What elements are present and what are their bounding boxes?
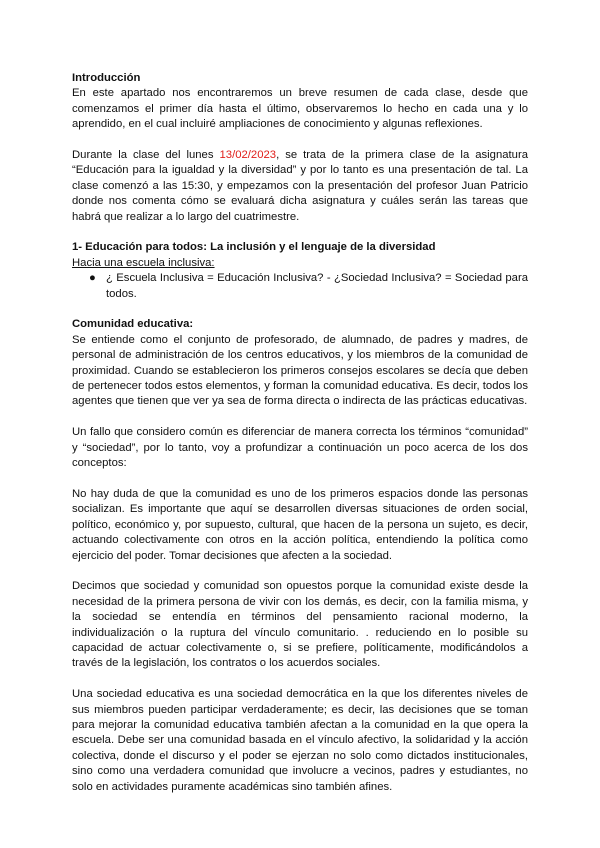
spacer — [72, 225, 528, 240]
bullet-dot-icon: ● — [89, 272, 96, 285]
community-paragraph-1: Se entiende como el conjunto de profesorado, de alumnado, de padres y madres, de personal de administración de los centros educativos, y los miembros de la comunidad de proximidad. Cuando se establecieron los primeros consejos escolares se decía que deben de pertenecer todos estos elementos, y forman la comunidad educativa. Es decir, todos los agentes que tienen que ver ya sea de forma directa o indirecta de las prácticas educativas. — [72, 333, 528, 408]
community-paragraph-3: No hay duda de que la comunidad es uno de los primeros espacios donde las personas socializan. Es importante que aquí se desarrollen diversas situaciones de orden social, político, económico y, por supuesto, cultural, que hacen de la persona un sujeto, es decir, actuando colectivamente con otros en la acción política, entendiendo la política como ejercicio del poder. Tomar decisiones que afecten a la sociedad. — [72, 487, 528, 562]
list-item — [72, 271, 528, 302]
community-paragraph-2: Un fallo que considero común es diferenciar de manera correcta los términos “comunidad” y “sociedad”, por lo tanto, voy a profundizar a continuación un poco acerca de los dos conceptos: — [72, 426, 528, 470]
community-heading: Comunidad educativa: — [72, 318, 194, 331]
spacer — [72, 302, 528, 317]
spacer — [72, 672, 528, 687]
first-class-text-before-date: Durante la clase del lunes — [72, 149, 220, 162]
class-date: 13/02/2023 — [219, 149, 277, 162]
list-item-text: ¿ Escuela Inclusiva = Educación Inclusiva? - ¿Sociedad Inclusiva? = Sociedad para todos. — [106, 272, 528, 300]
community-paragraph-4: Decimos que sociedad y comunidad son opuestos porque la comunidad existe desde la necesidad de la primera persona de vivir con los demás, es decir, con la familia misma, y la sociedad se entendía en términos del pensamiento racional moderno, la individualización o la ruptura del vínculo comunitario. . reduciendo en lo posible su capacidad de actuar colectivamente o, si se prefiere, políticamente, modificándolos a través de la legislación, los contratos o los acuerdos sociales. — [72, 580, 528, 670]
community-paragraph-5: Una sociedad educativa es una sociedad democrática en la que los diferentes niveles de sus miembros pueden participar verdaderamente; es decir, las decisiones que se toman para mejorar la comunidad educativa también afectan a la comunidad en la que opera la escuela. Debe ser una comunidad basada en el vínculo afectivo, la solidaridad y la acción colectiva, donde el discurso y el poder se ejerzan no solo como dictados institucionales, sino como una verdadera comunidad que involucre a vecinos, padres y estudiantes, no solo en actividades puramente académicas sino también afines. — [72, 688, 528, 793]
spacer — [72, 410, 528, 425]
spacer — [72, 472, 528, 487]
spacer — [72, 133, 528, 148]
spacer — [72, 564, 528, 579]
intro-heading: Introducción — [72, 72, 141, 84]
section-1-bullet-list — [72, 271, 528, 302]
section-1-subheading: Hacia una escuela inclusiva: — [72, 256, 215, 269]
first-class-text-after-date: , se trata de la primera clase de la asignatura “Educación para la igualdad y la diversidad” y por lo tanto es una presentación de tal. La clase comenzó a las 15:30, y empezamos con la presentación del profesor Juan Patricio donde nos comenta cómo se evaluará dicha asignatura y cuáles serán las tareas que habrá que realizar a lo largo del cuatrimestre. — [72, 149, 528, 223]
intro-paragraph: En este apartado nos encontraremos un breve resumen de cada clase, desde que comenzamos el primer día hasta el último, observaremos lo hecho en cada una y lo aprendido, en el cual incluiré ampliaciones de conocimiento y algunas reflexiones. — [72, 87, 528, 131]
section-1-heading: 1- Educación para todos: La inclusión y el lenguaje de la diversidad — [72, 241, 436, 254]
first-class-paragraph — [72, 148, 528, 225]
